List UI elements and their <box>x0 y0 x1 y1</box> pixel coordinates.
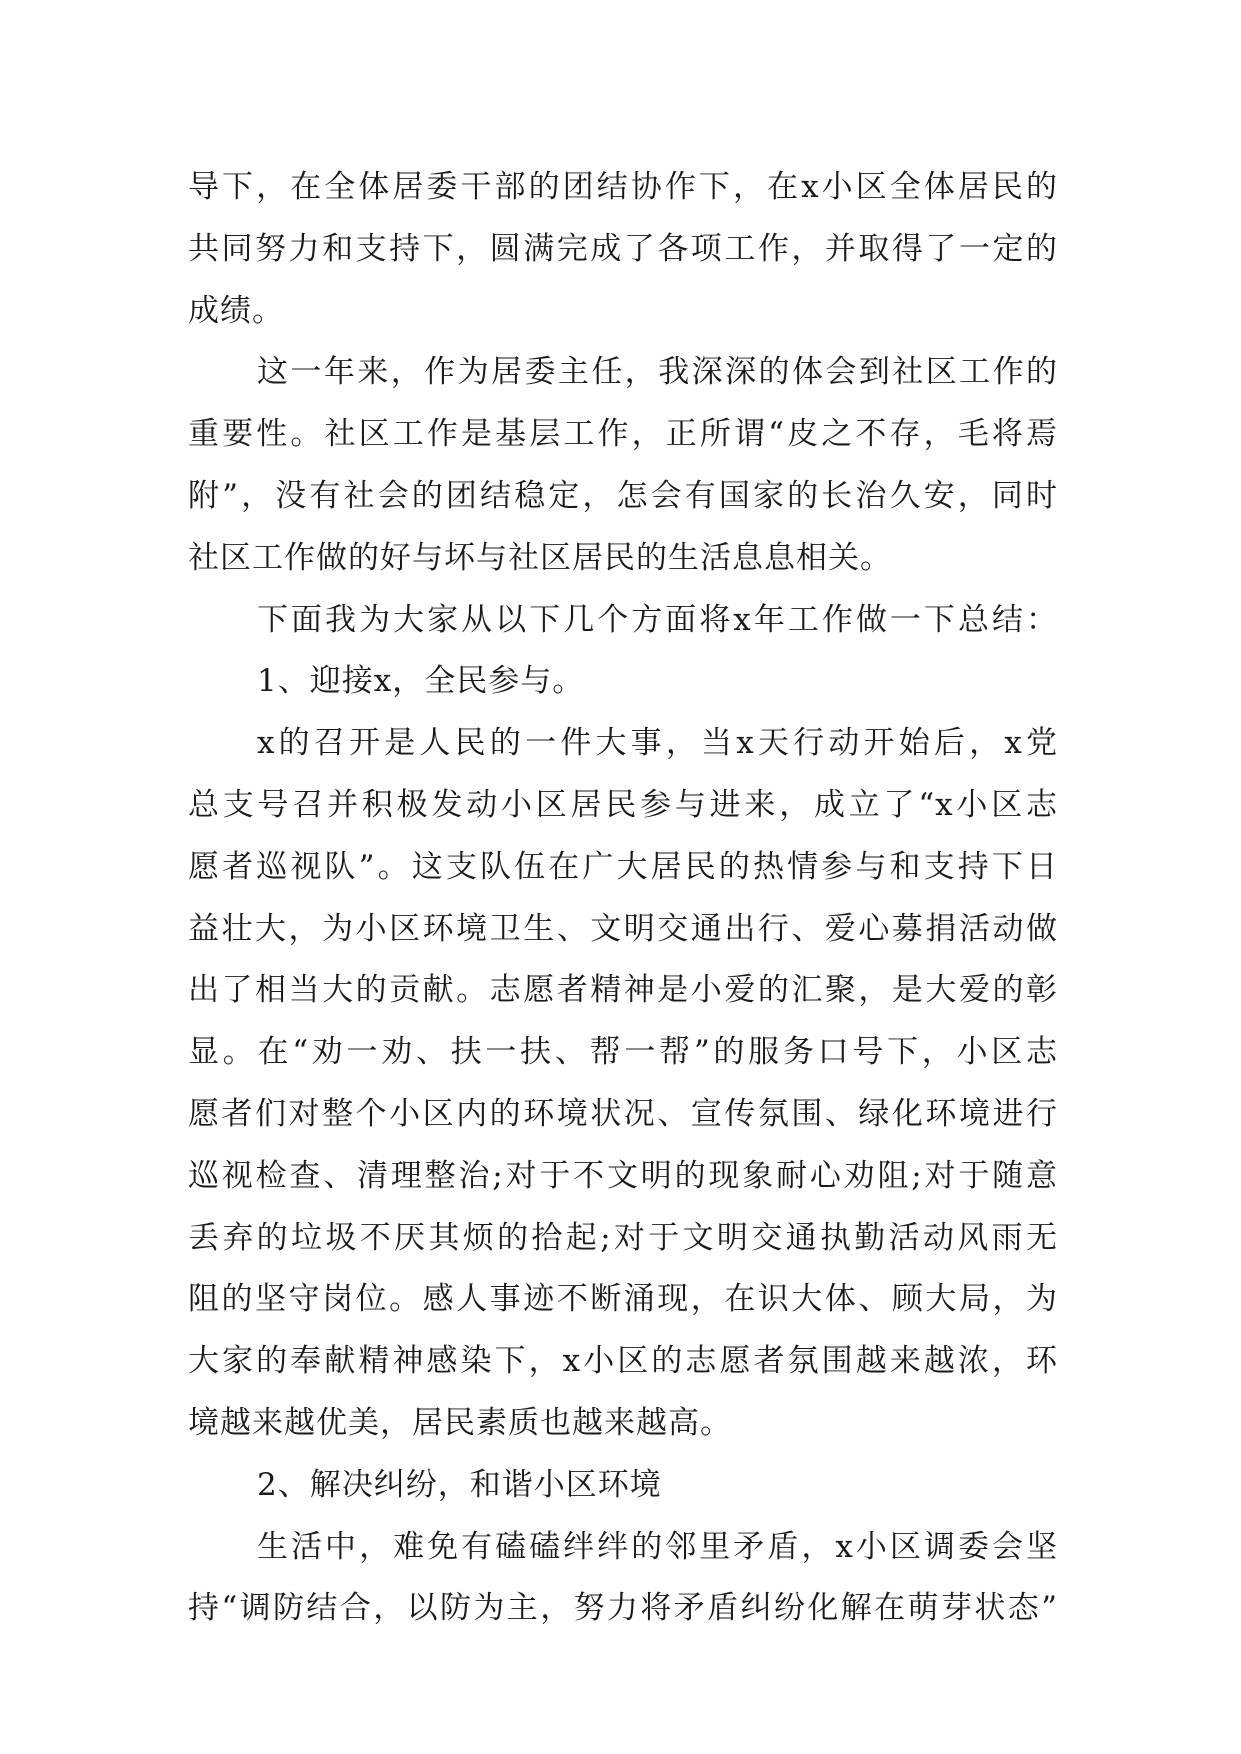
text-line: 境越来越优美，居民素质也越来越高。 <box>188 1404 732 1441</box>
text-line: 出了相当大的贡献。志愿者精神是小爱的汇聚，是大爱的彰 <box>188 972 1058 1009</box>
text-line: 愿者巡视队”。这支队伍在广大居民的热情参与和支持下日 <box>188 848 1058 885</box>
section-heading: 2、解决纠纷，和谐小区环境 <box>257 1466 662 1503</box>
text-line: 导下，在全体居委干部的团结协作下，在x小区全体居民的 <box>188 169 1058 205</box>
text-line: 附”，没有社会的团结稳定，怎会有国家的长治久安，同时 <box>188 477 1058 514</box>
text-line: 共同努力和支持下，圆满完成了各项工作，并取得了一定的 <box>188 230 1058 267</box>
text-line: 丢弃的垃圾不厌其烦的拾起;对于文明交通执勤活动风雨无 <box>188 1219 1058 1256</box>
text-line: 持“调防结合，以防为主，努力将矛盾纠纷化解在萌芽状态” <box>188 1590 1058 1627</box>
text-line: 总支号召并积极发动小区居民参与进来，成立了“x小区志 <box>188 786 1058 823</box>
text-line: 愿者们对整个小区内的环境状况、宣传氛围、绿化环境进行 <box>188 1095 1058 1132</box>
text-line: 大家的奉献精神感染下，x小区的志愿者氛围越来越浓，环 <box>188 1343 1058 1380</box>
document-body <box>188 157 1058 1640</box>
text-line: 巡视检查、清理整治;对于不文明的现象耐心劝阻;对于随意 <box>188 1157 1058 1194</box>
text-line: 成绩。 <box>188 292 284 329</box>
text-line: 重要性。社区工作是基层工作，正所谓“皮之不存，毛将焉 <box>188 416 1058 453</box>
text-line: 社区工作做的好与坏与社区居民的生活息息相关。 <box>188 539 892 576</box>
text-line: 益壮大，为小区环境卫生、文明交通出行、爱心募捐活动做 <box>188 910 1058 947</box>
text-line: 这一年来，作为居委主任，我深深的体会到社区工作的 <box>257 354 1058 391</box>
text-line: 生活中，难免有磕磕绊绊的邻里矛盾，x小区调委会坚 <box>257 1528 1058 1565</box>
text-line: x的召开是人民的一件大事，当x天行动开始后，x党 <box>257 725 1058 762</box>
text-line: 显。在“劝一劝、扶一扶、帮一帮”的服务口号下，小区志 <box>188 1034 1058 1071</box>
section-heading: 1、迎接x，全民参与。 <box>257 663 585 700</box>
text-line: 阻的坚守岗位。感人事迹不断涌现，在识大体、顾大局，为 <box>188 1281 1058 1318</box>
text-line: 下面我为大家从以下几个方面将x年工作做一下总结： <box>257 601 1058 638</box>
